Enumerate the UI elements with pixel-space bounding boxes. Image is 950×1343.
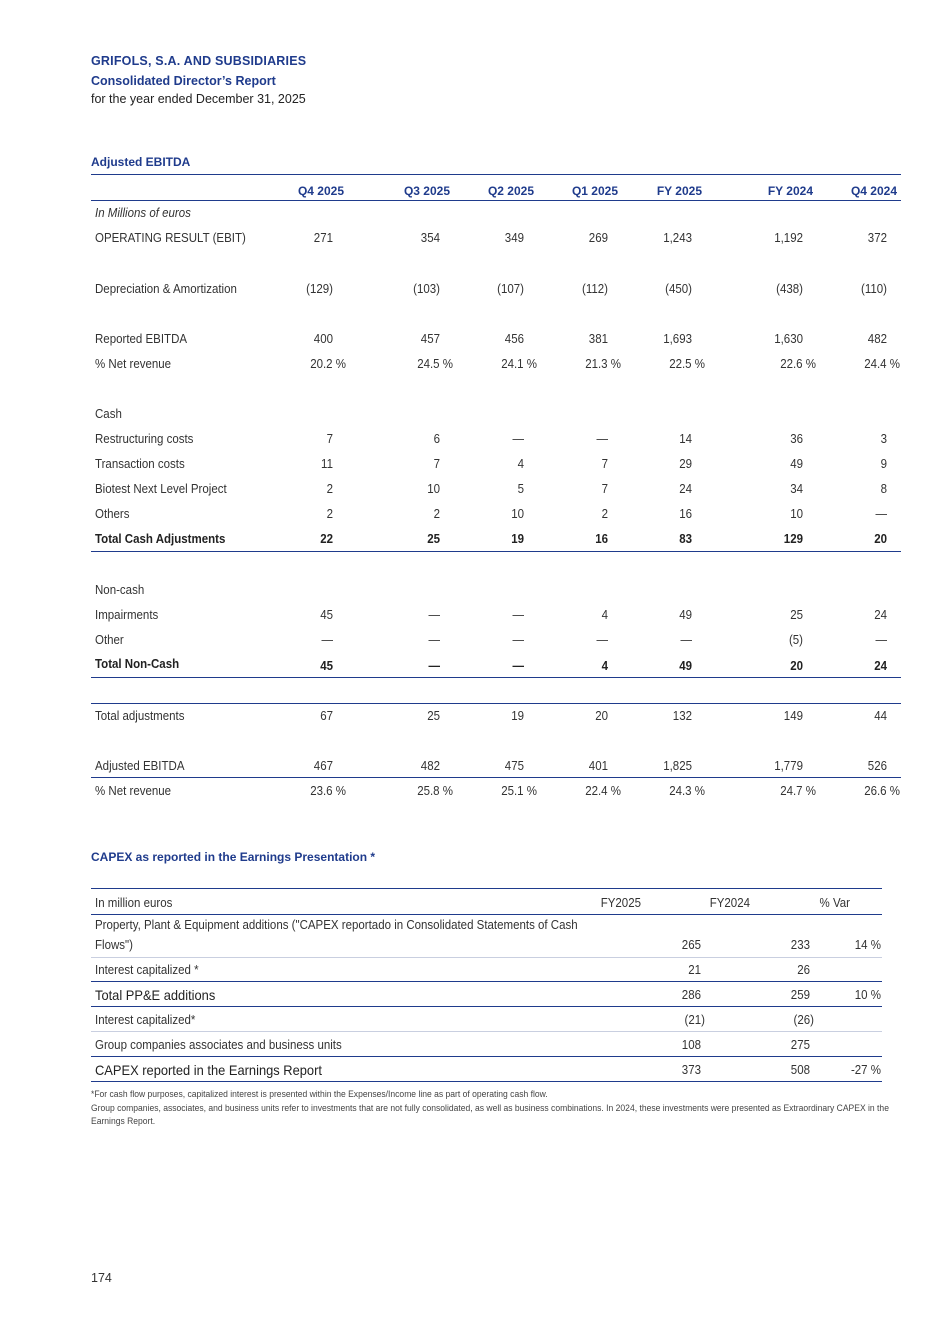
ebitda-row-label-total-cash-adjustments: Total Cash Adjustments	[95, 532, 226, 546]
page-number: 174	[91, 1271, 112, 1285]
ebitda-row-label-adjusted-ebitda: Adjusted EBITDA	[95, 759, 185, 773]
ebitda-cell-impairments-col1: —	[428, 608, 440, 622]
ebitda-cell-biotest-project-col3: 7	[601, 482, 608, 496]
ebitda-cell-total-cash-adjustments-col6: 20	[874, 532, 887, 546]
report-period: for the year ended December 31, 2025	[91, 92, 306, 106]
ebitda-cell-others-col0: 2	[326, 507, 333, 521]
ebitda-row-label-biotest-project: Biotest Next Level Project	[95, 482, 227, 496]
ebitda-cell-adjusted-net-revenue-pct-col3: 22.4 %	[585, 784, 621, 798]
capex-row-interest-label: Interest capitalized *	[95, 963, 199, 977]
capex-row-ppe-label-cont: Flows")	[95, 938, 133, 952]
ebitda-cell-restructuring-costs-col6: 3	[880, 432, 887, 446]
ebitda-row-label-other: Other	[95, 633, 124, 647]
ebitda-cell-total-adjustments-col4: 132	[672, 709, 692, 723]
ebitda-cell-adjusted-ebitda-col2: 475	[504, 759, 524, 773]
ebitda-row-label-net-revenue-pct: % Net revenue	[95, 357, 172, 371]
ebitda-cell-biotest-project-col5: 34	[790, 482, 803, 496]
ebitda-cell-others-col4: 16	[679, 507, 692, 521]
capex-reported-fy2024: 508	[790, 1063, 810, 1077]
capex-col-fy2024: FY2024	[709, 896, 750, 910]
ebitda-cell-depreciation-col0: (129)	[306, 282, 333, 296]
ebitda-cell-adjusted-net-revenue-pct-col6: 26.6 %	[864, 784, 900, 798]
ebitda-cell-reported-ebitda-col6: 482	[867, 332, 887, 346]
capex-interest2-fy2025: (21)	[684, 1013, 705, 1027]
capex-row-group-label: Group companies associates and business units	[95, 1038, 342, 1052]
ebitda-cell-transaction-costs-col3: 7	[601, 457, 608, 471]
ebitda-cell-biotest-project-col6: 8	[880, 482, 887, 496]
ebitda-cell-total-adjustments-col5: 149	[783, 709, 803, 723]
col-header-q4-2025: Q4 2025	[297, 184, 344, 198]
ebitda-cell-others-col3: 2	[601, 507, 608, 521]
capex-bottom-rule	[91, 1081, 882, 1082]
ebitda-row-label-others: Others	[95, 507, 130, 521]
ebitda-cell-operating-result-col3: 269	[588, 231, 608, 245]
ebitda-cell-operating-result-col2: 349	[504, 231, 524, 245]
ebitda-cell-restructuring-costs-col4: 14	[679, 432, 692, 446]
capex-top-rule	[91, 888, 882, 889]
ebitda-cell-biotest-project-col4: 24	[679, 482, 692, 496]
ebitda-cell-reported-ebitda-col0: 400	[313, 332, 333, 346]
ebitda-cell-restructuring-costs-col5: 36	[790, 432, 803, 446]
col-header-q4-2024: Q4 2024	[850, 184, 897, 198]
ebitda-cell-biotest-project-col2: 5	[517, 482, 524, 496]
capex-interest-fy2025: 21	[688, 963, 701, 977]
adjusted-ebitda-rule	[91, 777, 901, 778]
ebitda-cell-reported-ebitda-col4: 1,693	[663, 332, 692, 346]
ebitda-cell-others-col5: 10	[790, 507, 803, 521]
ebitda-cell-impairments-col3: 4	[601, 608, 608, 622]
ebitda-cell-total-noncash-col3: 4	[601, 659, 608, 673]
ebitda-cell-adjusted-ebitda-col3: 401	[588, 759, 608, 773]
capex-footnote-2: Group companies, associates, and business units refer to investments that are not fully consolidated, as well as business combinations. In 2024, these investments were presented as Extraordinary CAPEX in the Earnings Report.	[91, 1103, 889, 1126]
ebitda-cell-impairments-col0: 45	[320, 608, 333, 622]
capex-section-title: CAPEX as reported in the Earnings Presentation *	[91, 850, 376, 864]
capex-ppe-var: 14 %	[854, 938, 881, 952]
ebitda-cell-depreciation-col5: (438)	[776, 282, 803, 296]
ebitda-row-label-transaction-costs: Transaction costs	[95, 457, 185, 471]
capex-reported-fy2025: 373	[681, 1063, 701, 1077]
ebitda-cell-restructuring-costs-col1: 6	[433, 432, 440, 446]
ebitda-cell-transaction-costs-col6: 9	[880, 457, 887, 471]
ebitda-cell-operating-result-col6: 372	[867, 231, 887, 245]
ebitda-cell-net-revenue-pct-col1: 24.5 %	[417, 357, 453, 371]
ebitda-cell-total-cash-adjustments-col0: 22	[320, 532, 333, 546]
ebitda-cell-impairments-col4: 49	[679, 608, 692, 622]
company-name: GRIFOLS, S.A. AND SUBSIDIARIES	[91, 54, 307, 68]
ebitda-cell-depreciation-col2: (107)	[497, 282, 524, 296]
capex-row-reported-label: CAPEX reported in the Earnings Report	[95, 1062, 322, 1078]
ebitda-cell-adjusted-net-revenue-pct-col2: 25.1 %	[501, 784, 537, 798]
ebitda-cell-depreciation-col1: (103)	[413, 282, 440, 296]
ebitda-cell-depreciation-col4: (450)	[665, 282, 692, 296]
capex-row-interest2-label: Interest capitalized*	[95, 1013, 196, 1027]
ebitda-cell-net-revenue-pct-col6: 24.4 %	[864, 357, 900, 371]
ebitda-cell-adjusted-net-revenue-pct-col4: 24.3 %	[669, 784, 705, 798]
ebitda-top-rule	[91, 174, 901, 175]
col-header-fy-2024: FY 2024	[767, 184, 813, 198]
ebitda-cell-net-revenue-pct-col3: 21.3 %	[585, 357, 621, 371]
ebitda-cell-total-cash-adjustments-col4: 83	[679, 532, 692, 546]
ebitda-cell-restructuring-costs-col3: —	[596, 432, 608, 446]
ebitda-cell-reported-ebitda-col5: 1,630	[774, 332, 803, 346]
ebitda-cell-depreciation-col3: (112)	[581, 282, 608, 296]
ebitda-cell-depreciation-col6: (110)	[860, 282, 887, 296]
ebitda-cell-total-adjustments-col0: 67	[320, 709, 333, 723]
ebitda-cell-net-revenue-pct-col5: 22.6 %	[780, 357, 816, 371]
report-title: Consolidated Director’s Report	[91, 74, 276, 88]
capex-reported-var: -27 %	[850, 1063, 881, 1077]
capex-interest-fy2024: 26	[797, 963, 810, 977]
capex-row-total-ppe-label: Total PP&E additions	[95, 987, 216, 1003]
ebitda-cell-other-col2: —	[512, 633, 524, 647]
ebitda-cell-operating-result-col0: 271	[313, 231, 333, 245]
ebitda-header-rule	[91, 200, 901, 201]
ebitda-cell-transaction-costs-col0: 11	[321, 457, 333, 471]
ebitda-cell-total-cash-adjustments-col5: 129	[783, 532, 803, 546]
ebitda-cell-net-revenue-pct-col0: 20.2 %	[310, 357, 346, 371]
col-header-q2-2025: Q2 2025	[487, 184, 534, 198]
capex-ppe-total-bottom-rule	[91, 1006, 882, 1007]
ebitda-row-label-operating-result: OPERATING RESULT (EBIT)	[95, 231, 246, 245]
ebitda-cell-restructuring-costs-col2: —	[512, 432, 524, 446]
capex-group-fy2025: 108	[681, 1038, 701, 1052]
ebitda-cell-reported-ebitda-col1: 457	[420, 332, 440, 346]
ebitda-cell-other-col3: —	[596, 633, 608, 647]
ebitda-cell-net-revenue-pct-col4: 22.5 %	[669, 357, 705, 371]
ebitda-cell-total-cash-adjustments-col1: 25	[427, 532, 440, 546]
ebitda-cell-others-col6: —	[875, 507, 887, 521]
ebitda-cell-adjusted-ebitda-col0: 467	[313, 759, 333, 773]
ebitda-cell-impairments-col2: —	[512, 608, 524, 622]
capex-ppe-total-top-rule	[91, 981, 882, 982]
capex-header-rule	[91, 914, 882, 915]
ebitda-cell-impairments-col5: 25	[790, 608, 803, 622]
ebitda-cell-total-noncash-col2: —	[512, 659, 524, 673]
capex-col-fy2025: FY2025	[600, 896, 641, 910]
ebitda-cell-adjusted-net-revenue-pct-col0: 23.6 %	[310, 784, 346, 798]
ebitda-cell-operating-result-col4: 1,243	[663, 231, 692, 245]
ebitda-row-label-total-noncash: Total Non-Cash	[95, 657, 180, 671]
ebitda-row-label-noncash-heading: Non-cash	[95, 583, 145, 597]
capex-row-divider	[91, 957, 882, 958]
capex-ppe-fy2024: 233	[790, 938, 810, 952]
capex-ppe-fy2025: 265	[681, 938, 701, 952]
ebitda-row-label-cash-heading: Cash	[95, 407, 122, 421]
ebitda-cell-restructuring-costs-col0: 7	[326, 432, 333, 446]
ebitda-cell-adjusted-ebitda-col6: 526	[867, 759, 887, 773]
ebitda-cell-other-col5: (5)	[788, 633, 803, 647]
ebitda-cell-other-col1: —	[428, 633, 440, 647]
capex-group-fy2024: 275	[790, 1038, 810, 1052]
ebitda-row-label-depreciation: Depreciation & Amortization	[95, 282, 237, 296]
ebitda-cell-biotest-project-col0: 2	[326, 482, 333, 496]
capex-report-top-rule	[91, 1056, 882, 1057]
ebitda-cell-total-adjustments-col2: 19	[511, 709, 524, 723]
ebitda-cell-total-cash-adjustments-col3: 16	[595, 532, 608, 546]
ebitda-unit-label: In Millions of euros	[95, 206, 191, 220]
ebitda-cell-total-cash-adjustments-col2: 19	[511, 532, 524, 546]
total-adjustments-top-rule	[91, 703, 901, 704]
ebitda-cell-adjusted-net-revenue-pct-col1: 25.8 %	[417, 784, 453, 798]
ebitda-row-label-total-adjustments: Total adjustments	[95, 709, 185, 723]
ebitda-cell-others-col2: 10	[511, 507, 524, 521]
capex-total-ppe-fy2025: 286	[681, 988, 701, 1002]
ebitda-cell-total-noncash-col5: 20	[790, 659, 803, 673]
capex-footnote-1: *For cash flow purposes, capitalized interest is presented within the Expenses/Income line as part of operating cash flow.	[91, 1089, 548, 1099]
ebitda-cell-total-adjustments-col1: 25	[427, 709, 440, 723]
col-header-q1-2025: Q1 2025	[571, 184, 618, 198]
cash-total-rule	[91, 551, 901, 552]
ebitda-cell-transaction-costs-col2: 4	[517, 457, 524, 471]
ebitda-cell-reported-ebitda-col2: 456	[504, 332, 524, 346]
ebitda-row-label-restructuring-costs: Restructuring costs	[95, 432, 194, 446]
ebitda-cell-total-noncash-col4: 49	[679, 659, 692, 673]
capex-unit-label: In million euros	[95, 896, 173, 910]
capex-total-ppe-fy2024: 259	[790, 988, 810, 1002]
ebitda-cell-other-col0: —	[321, 633, 333, 647]
ebitda-row-label-reported-ebitda: Reported EBITDA	[95, 332, 188, 346]
ebitda-cell-adjusted-ebitda-col1: 482	[420, 759, 440, 773]
ebitda-cell-impairments-col6: 24	[874, 608, 887, 622]
ebitda-cell-transaction-costs-col1: 7	[433, 457, 440, 471]
ebitda-cell-total-noncash-col0: 45	[320, 659, 333, 673]
ebitda-cell-transaction-costs-col4: 29	[679, 457, 692, 471]
ebitda-row-label-impairments: Impairments	[95, 608, 159, 622]
capex-col-var: % Var	[819, 896, 850, 910]
ebitda-cell-total-noncash-col6: 24	[874, 659, 887, 673]
ebitda-cell-total-noncash-col1: —	[428, 659, 440, 673]
ebitda-cell-total-adjustments-col3: 20	[595, 709, 608, 723]
ebitda-cell-adjusted-ebitda-col5: 1,779	[774, 759, 803, 773]
ebitda-cell-operating-result-col5: 1,192	[774, 231, 803, 245]
col-header-q3-2025: Q3 2025	[403, 184, 450, 198]
ebitda-cell-total-adjustments-col6: 44	[874, 709, 887, 723]
capex-row-divider-2	[91, 1031, 882, 1032]
col-header-fy-2025: FY 2025	[656, 184, 702, 198]
ebitda-cell-biotest-project-col1: 10	[427, 482, 440, 496]
ebitda-cell-other-col4: —	[680, 633, 692, 647]
ebitda-cell-transaction-costs-col5: 49	[790, 457, 803, 471]
ebitda-cell-other-col6: —	[875, 633, 887, 647]
ebitda-cell-operating-result-col1: 354	[420, 231, 440, 245]
ebitda-cell-others-col1: 2	[433, 507, 440, 521]
ebitda-cell-net-revenue-pct-col2: 24.1 %	[501, 357, 537, 371]
ebitda-cell-reported-ebitda-col3: 381	[588, 332, 608, 346]
capex-total-ppe-var: 10 %	[854, 988, 881, 1002]
ebitda-cell-adjusted-ebitda-col4: 1,825	[663, 759, 692, 773]
capex-interest2-fy2024: (26)	[793, 1013, 814, 1027]
ebitda-row-label-adjusted-net-revenue-pct: % Net revenue	[95, 784, 172, 798]
noncash-total-rule	[91, 677, 901, 678]
ebitda-cell-adjusted-net-revenue-pct-col5: 24.7 %	[780, 784, 816, 798]
ebitda-section-title: Adjusted EBITDA	[91, 155, 191, 169]
capex-row-ppe-label: Property, Plant & Equipment additions ("CAPEX reportado in Consolidated Statements of Cash	[95, 918, 578, 932]
